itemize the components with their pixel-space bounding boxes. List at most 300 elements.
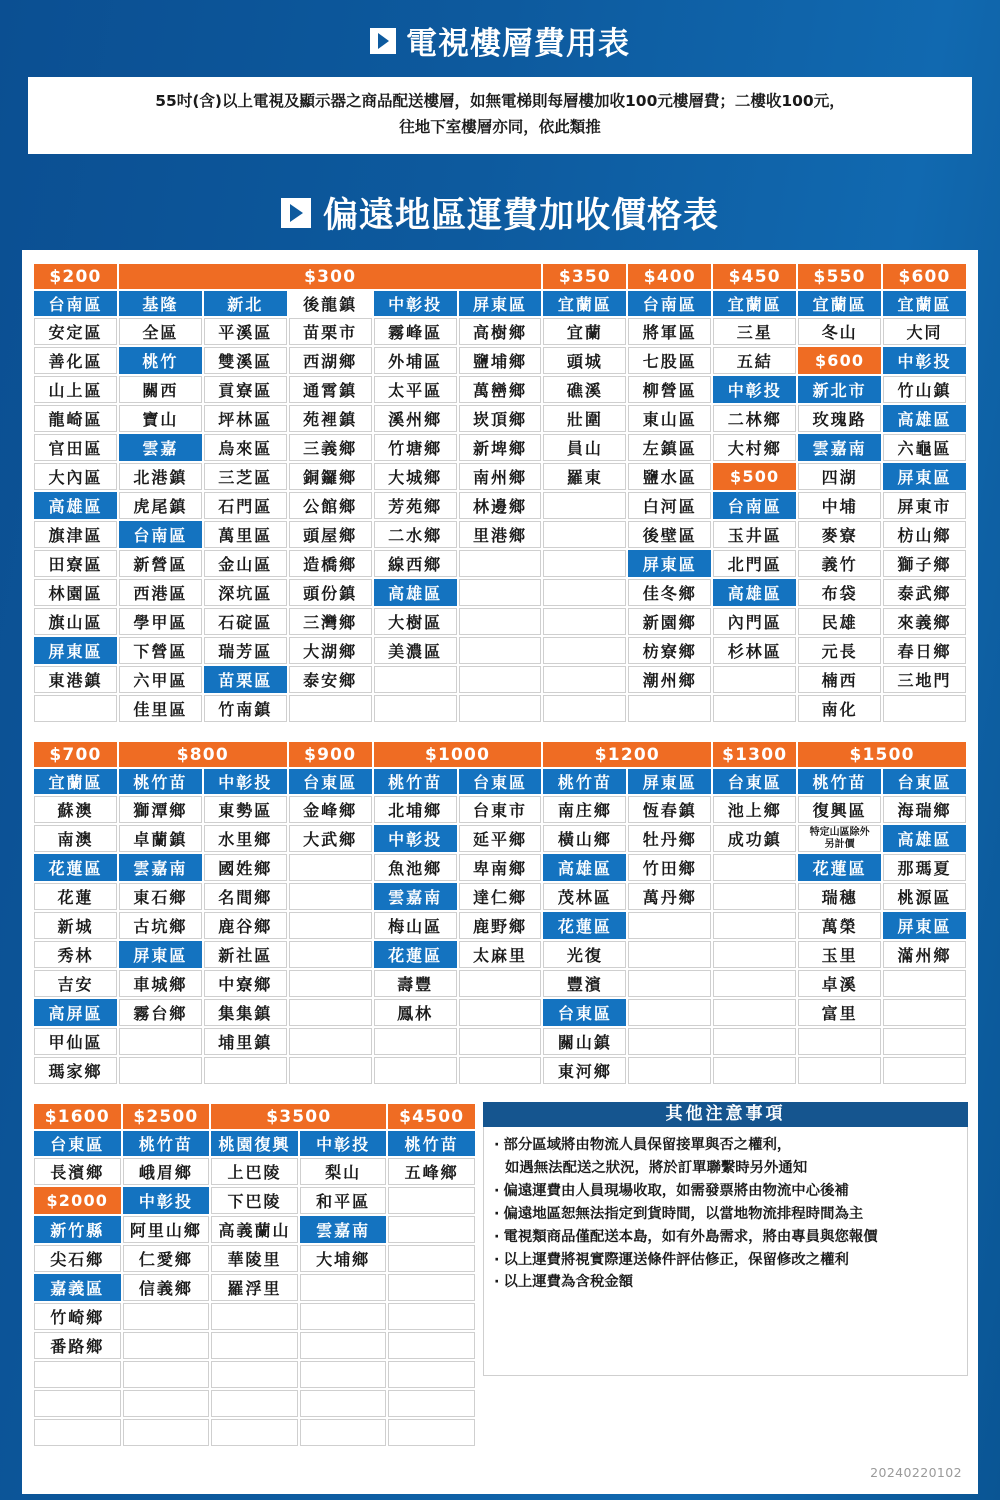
area-cell: 萬里區 <box>204 521 287 548</box>
area-cell: 苑裡鎮 <box>289 405 372 432</box>
area-cell: $600 <box>798 347 881 374</box>
area-cell: 安定區 <box>34 318 117 345</box>
area-cell: $500 <box>713 463 796 490</box>
area-cell: 羅浮里 <box>211 1274 298 1301</box>
area-cell: 大同 <box>883 318 966 345</box>
area-cell: 台東市 <box>459 796 542 823</box>
fee-table-3 <box>32 1102 477 1448</box>
note-item: · 以上運費將視實際運送條件評估修正，保留修改之權利 <box>494 1250 961 1272</box>
area-cell: 新北市 <box>798 376 881 403</box>
area-cell: 萬榮 <box>798 912 881 939</box>
area-cell: 關山鎮 <box>543 1028 626 1055</box>
area-cell: 尖石鄉 <box>34 1245 121 1272</box>
price-header-550: $550 <box>798 264 881 289</box>
area-cell: 新竹縣 <box>34 1216 121 1243</box>
area-cell: 古坑鄉 <box>119 912 202 939</box>
empty-cell <box>374 695 457 722</box>
area-cell: 西湖鄉 <box>289 347 372 374</box>
area-cell: 楠西 <box>798 666 881 693</box>
area-cell: 高雄區 <box>34 492 117 519</box>
empty-cell <box>883 1028 966 1055</box>
region-header-10: 宜蘭區 <box>883 291 966 316</box>
area-cell: 華陵里 <box>211 1245 298 1272</box>
area-cell: 枋寮鄉 <box>628 637 711 664</box>
area-cell: 元長 <box>798 637 881 664</box>
area-cell: 山上區 <box>34 376 117 403</box>
area-cell: 溪州鄉 <box>374 405 457 432</box>
area-cell: 新園鄉 <box>628 608 711 635</box>
area-cell: 三星 <box>713 318 796 345</box>
area-cell: 中彰投 <box>883 347 966 374</box>
price-header-400: $400 <box>628 264 711 289</box>
area-cell: 卑南鄉 <box>459 854 542 881</box>
region-header-2: 桃園復興 <box>211 1131 298 1156</box>
area-cell: 花蓮區 <box>34 854 117 881</box>
area-cell: 將軍區 <box>628 318 711 345</box>
area-cell: 來義鄉 <box>883 608 966 635</box>
area-cell: 鹿野鄉 <box>459 912 542 939</box>
area-cell: 石碇區 <box>204 608 287 635</box>
table-row <box>34 796 966 823</box>
area-cell: 善化區 <box>34 347 117 374</box>
table-row <box>34 405 966 432</box>
empty-cell <box>713 695 796 722</box>
area-cell: 大城鄉 <box>374 463 457 490</box>
area-cell: 池上鄉 <box>713 796 796 823</box>
area-cell: 大湖鄉 <box>289 637 372 664</box>
area-cell: 鹿谷鄉 <box>204 912 287 939</box>
empty-cell <box>289 999 372 1026</box>
area-cell: 吉安 <box>34 970 117 997</box>
area-cell: 卓溪 <box>798 970 881 997</box>
table-row <box>34 608 966 635</box>
price-header-1600: $1600 <box>34 1104 121 1129</box>
area-cell: 梅山區 <box>374 912 457 939</box>
price-header-200: $200 <box>34 264 117 289</box>
area-cell: 新城 <box>34 912 117 939</box>
empty-cell <box>119 1057 202 1084</box>
empty-cell <box>211 1390 298 1417</box>
table-row <box>34 1303 475 1330</box>
area-cell: 官田區 <box>34 434 117 461</box>
table3-and-notes-row <box>32 1102 968 1454</box>
area-cell: 中彰投 <box>713 376 796 403</box>
area-cell: 礁溪 <box>543 376 626 403</box>
table-row <box>34 550 966 577</box>
table-row <box>34 1216 475 1243</box>
area-cell: 下巴陵 <box>211 1187 298 1214</box>
notes-list <box>494 1135 961 1294</box>
area-cell: 台東區 <box>543 999 626 1026</box>
area-cell: 金峰鄉 <box>289 796 372 823</box>
area-cell: 六龜區 <box>883 434 966 461</box>
area-cell: 旗津區 <box>34 521 117 548</box>
empty-cell <box>628 941 711 968</box>
area-cell: 坪林區 <box>204 405 287 432</box>
region-header-4: 桃竹苗 <box>374 769 457 794</box>
area-cell: 佳冬鄉 <box>628 579 711 606</box>
area-cell: 富里 <box>798 999 881 1026</box>
table-row <box>34 912 966 939</box>
area-cell: 羅東 <box>543 463 626 490</box>
area-cell: 中彰投 <box>374 825 457 852</box>
note-item: · 偏遠運費由人員現場收取，如需發票將由物流中心後補 <box>494 1181 961 1203</box>
area-cell: 頭份鎮 <box>289 579 372 606</box>
region-header-4: 桃竹苗 <box>388 1131 475 1156</box>
area-cell: 太麻里 <box>459 941 542 968</box>
note-item: 如遇無法配送之狀況，將於訂單聯繫時另外通知 <box>505 1160 808 1177</box>
area-cell: 烏來區 <box>204 434 287 461</box>
area-cell: 獅子鄉 <box>883 550 966 577</box>
region-header-8: 宜蘭區 <box>713 291 796 316</box>
area-cell: 雲嘉南 <box>300 1216 387 1243</box>
empty-cell <box>388 1274 475 1301</box>
floor-fee-notice <box>28 77 972 154</box>
area-cell: 苗栗區 <box>204 666 287 693</box>
empty-cell <box>289 1057 372 1084</box>
price-header-row <box>34 1104 475 1129</box>
area-cell: 高雄區 <box>543 854 626 881</box>
area-cell: 三地門 <box>883 666 966 693</box>
area-cell: 泰武鄉 <box>883 579 966 606</box>
document-stamp: 20240220102 <box>870 1465 962 1481</box>
area-cell: 雙溪區 <box>204 347 287 374</box>
empty-cell <box>123 1303 210 1330</box>
area-cell: 高雄區 <box>374 579 457 606</box>
area-cell: 頭屋鄉 <box>289 521 372 548</box>
area-cell: 嘉義區 <box>34 1274 121 1301</box>
area-cell: 潮州鄉 <box>628 666 711 693</box>
empty-cell <box>374 1057 457 1084</box>
area-cell: 新營區 <box>119 550 202 577</box>
table-row <box>34 1361 475 1388</box>
area-cell: 玉井區 <box>713 521 796 548</box>
region-header-3: 台東區 <box>289 769 372 794</box>
table-row <box>34 695 966 722</box>
area-cell: 金山區 <box>204 550 287 577</box>
area-cell: 泰安鄉 <box>289 666 372 693</box>
area-cell: 苗栗市 <box>289 318 372 345</box>
empty-cell <box>289 941 372 968</box>
area-cell: 義竹 <box>798 550 881 577</box>
area-cell: 中彰投 <box>123 1187 210 1214</box>
area-cell: 牡丹鄉 <box>628 825 711 852</box>
area-cell: 橫山鄉 <box>543 825 626 852</box>
area-cell: 南庄鄉 <box>543 796 626 823</box>
table-row <box>34 376 966 403</box>
price-header-4500: $4500 <box>388 1104 475 1129</box>
area-cell: 瑞芳區 <box>204 637 287 664</box>
region-header-5: 台東區 <box>459 769 542 794</box>
area-cell: 復興區 <box>798 796 881 823</box>
area-cell: 萬丹鄉 <box>628 883 711 910</box>
empty-cell <box>388 1216 475 1243</box>
area-cell: 卓蘭鎮 <box>119 825 202 852</box>
area-cell: 台南區 <box>119 521 202 548</box>
empty-cell <box>211 1303 298 1330</box>
area-cell: 五峰鄉 <box>388 1158 475 1185</box>
area-cell: 北埔鄉 <box>374 796 457 823</box>
empty-cell <box>459 550 542 577</box>
area-cell: 宜蘭 <box>543 318 626 345</box>
note-item: · 偏遠地區恕無法指定到貨時間，以當地物流排程時間為主 <box>494 1204 961 1226</box>
empty-cell <box>123 1419 210 1446</box>
area-cell: 三義鄉 <box>289 434 372 461</box>
empty-cell <box>713 854 796 881</box>
empty-cell <box>713 970 796 997</box>
area-cell: 後壁區 <box>628 521 711 548</box>
fee-table-2 <box>32 740 968 1086</box>
area-cell: 佳里區 <box>119 695 202 722</box>
region-header-8: 台東區 <box>713 769 796 794</box>
empty-cell <box>388 1303 475 1330</box>
price-header-row <box>34 742 966 767</box>
area-cell: 光復 <box>543 941 626 968</box>
empty-cell <box>459 999 542 1026</box>
empty-cell <box>211 1332 298 1359</box>
area-cell: 白河區 <box>628 492 711 519</box>
region-header-2: 新北 <box>204 291 287 316</box>
area-cell: 集集鎮 <box>204 999 287 1026</box>
table-row <box>34 579 966 606</box>
area-cell: 外埔區 <box>374 347 457 374</box>
table-row <box>34 854 966 881</box>
fee-table-1 <box>32 262 968 724</box>
area-cell: 二水鄉 <box>374 521 457 548</box>
area-cell: 壽豐 <box>374 970 457 997</box>
empty-cell <box>459 637 542 664</box>
area-cell: 下營區 <box>119 637 202 664</box>
empty-cell <box>300 1332 387 1359</box>
area-cell: 頭城 <box>543 347 626 374</box>
note-item: · 部分區域將由物流人員保留接單與否之權利， <box>494 1135 961 1157</box>
area-cell: 茂林區 <box>543 883 626 910</box>
area-cell: 全區 <box>119 318 202 345</box>
area-cell: 公館鄉 <box>289 492 372 519</box>
price-header-900: $900 <box>289 742 372 767</box>
area-cell: 魚池鄉 <box>374 854 457 881</box>
area-cell: 春日鄉 <box>883 637 966 664</box>
empty-cell <box>628 1057 711 1084</box>
area-cell: 大村鄉 <box>713 434 796 461</box>
empty-cell <box>388 1361 475 1388</box>
empty-cell <box>459 970 542 997</box>
table-row <box>34 1274 475 1301</box>
empty-cell <box>34 695 117 722</box>
area-cell: 桃竹 <box>119 347 202 374</box>
area-cell: 屏東區 <box>119 941 202 968</box>
region-header-5: 屏東區 <box>459 291 542 316</box>
area-cell: 高雄區 <box>713 579 796 606</box>
empty-cell <box>289 970 372 997</box>
area-cell: 冬山 <box>798 318 881 345</box>
empty-cell <box>713 912 796 939</box>
area-cell: 屏東區 <box>883 912 966 939</box>
area-cell: 深坑區 <box>204 579 287 606</box>
area-cell: 屏東市 <box>883 492 966 519</box>
price-header-3500: $3500 <box>211 1104 386 1129</box>
empty-cell <box>374 1028 457 1055</box>
area-cell: 太平區 <box>374 376 457 403</box>
area-cell: 豐濱 <box>543 970 626 997</box>
area-cell: 台南區 <box>713 492 796 519</box>
empty-cell <box>543 608 626 635</box>
empty-cell <box>204 1057 287 1084</box>
table-row <box>34 1390 475 1417</box>
area-cell: 虎尾鎮 <box>119 492 202 519</box>
table-row <box>34 1332 475 1359</box>
region-header-row <box>34 769 966 794</box>
area-cell: 車城鄉 <box>119 970 202 997</box>
table-row <box>34 318 966 345</box>
empty-cell <box>713 999 796 1026</box>
area-cell: 竹塘鄉 <box>374 434 457 461</box>
empty-cell <box>388 1419 475 1446</box>
area-cell: 達仁鄉 <box>459 883 542 910</box>
area-cell: 通霄鎮 <box>289 376 372 403</box>
region-header-6: 宜蘭區 <box>543 291 626 316</box>
empty-cell <box>628 912 711 939</box>
area-cell: 獅潭鄉 <box>119 796 202 823</box>
table-row <box>34 1057 966 1084</box>
table-row <box>34 883 966 910</box>
area-cell: 二林鄉 <box>713 405 796 432</box>
area-cell: 布袋 <box>798 579 881 606</box>
region-header-1: 桃竹苗 <box>123 1131 210 1156</box>
area-cell: 那瑪夏 <box>883 854 966 881</box>
area-cell: 造橋鄉 <box>289 550 372 577</box>
area-cell: 上巴陵 <box>211 1158 298 1185</box>
empty-cell <box>543 550 626 577</box>
region-header-2: 中彰投 <box>204 769 287 794</box>
empty-cell <box>388 1245 475 1272</box>
price-header-600: $600 <box>883 264 966 289</box>
area-cell: 芳苑鄉 <box>374 492 457 519</box>
main-title-text: 電視樓層費用表 <box>406 26 630 62</box>
fee-tables-panel <box>22 250 978 1494</box>
area-cell: 大武鄉 <box>289 825 372 852</box>
region-header-1: 桃竹苗 <box>119 769 202 794</box>
empty-cell <box>289 1028 372 1055</box>
empty-cell <box>123 1332 210 1359</box>
region-header-4: 中彰投 <box>374 291 457 316</box>
area-cell: 新社區 <box>204 941 287 968</box>
area-cell: 名間鄉 <box>204 883 287 910</box>
area-cell: 大內區 <box>34 463 117 490</box>
price-header-1200: $1200 <box>543 742 711 767</box>
empty-cell <box>543 695 626 722</box>
area-cell: 高雄區 <box>883 405 966 432</box>
area-cell: 壯圍 <box>543 405 626 432</box>
region-header-9: 桃竹苗 <box>798 769 881 794</box>
area-cell: 和平區 <box>300 1187 387 1214</box>
area-cell: 南化 <box>798 695 881 722</box>
area-cell: 貢寮區 <box>204 376 287 403</box>
area-cell: 柳營區 <box>628 376 711 403</box>
area-cell: 林園區 <box>34 579 117 606</box>
price-header-row <box>34 264 966 289</box>
table-row <box>34 1187 475 1214</box>
area-cell: 麥寮 <box>798 521 881 548</box>
area-cell: 五結 <box>713 347 796 374</box>
area-cell: 桃源區 <box>883 883 966 910</box>
region-header-0: 宜蘭區 <box>34 769 117 794</box>
area-cell: 滿州鄉 <box>883 941 966 968</box>
table-row <box>34 666 966 693</box>
area-cell: 中埔 <box>798 492 881 519</box>
empty-cell <box>798 1057 881 1084</box>
area-cell: 東山區 <box>628 405 711 432</box>
empty-cell <box>628 1028 711 1055</box>
area-cell: 北門區 <box>713 550 796 577</box>
area-cell: 東港鎮 <box>34 666 117 693</box>
area-cell: 海瑞鄉 <box>883 796 966 823</box>
notice-line-1: 55吋(含)以上電視及顯示器之商品配送樓層，如無電梯則每層樓加收100元樓層費；二樓收100元， <box>155 92 845 110</box>
area-cell: 鹽水區 <box>628 463 711 490</box>
note-item: · 以上運費為含稅金額 <box>494 1272 961 1294</box>
empty-cell <box>628 999 711 1026</box>
area-cell: 屏東區 <box>628 550 711 577</box>
area-cell: 線西鄉 <box>374 550 457 577</box>
area-cell: 水里鄉 <box>204 825 287 852</box>
area-cell: 平溪區 <box>204 318 287 345</box>
area-cell: 鳳林 <box>374 999 457 1026</box>
price-header-350: $350 <box>543 264 626 289</box>
area-cell: 龍崎區 <box>34 405 117 432</box>
note-item: · 電視類商品僅配送本島，如有外島需求，將由專員與您報價 <box>494 1227 961 1249</box>
area-cell: 仁愛鄉 <box>123 1245 210 1272</box>
secondary-title-text: 偏遠地區運費加收價格表 <box>322 196 719 237</box>
empty-cell <box>628 695 711 722</box>
area-cell: 霧峰區 <box>374 318 457 345</box>
area-cell: 玫瑰路 <box>798 405 881 432</box>
region-header-row <box>34 1131 475 1156</box>
table-row <box>34 970 966 997</box>
price-header-700: $700 <box>34 742 117 767</box>
empty-cell <box>211 1419 298 1446</box>
empty-cell <box>883 970 966 997</box>
price-header-800: $800 <box>119 742 287 767</box>
area-cell: 屏東區 <box>34 637 117 664</box>
empty-cell <box>34 1419 121 1446</box>
region-header-3: 中彰投 <box>300 1131 387 1156</box>
table-row <box>34 1419 475 1446</box>
empty-cell <box>374 666 457 693</box>
area-cell: 雲嘉 <box>119 434 202 461</box>
area-cell: 員山 <box>543 434 626 461</box>
empty-cell <box>459 579 542 606</box>
area-cell: 萬巒鄉 <box>459 376 542 403</box>
empty-cell <box>300 1303 387 1330</box>
area-cell: 新埤鄉 <box>459 434 542 461</box>
empty-cell <box>289 854 372 881</box>
empty-cell <box>123 1361 210 1388</box>
table-row <box>34 347 966 374</box>
price-header-2500: $2500 <box>123 1104 210 1129</box>
empty-cell <box>543 579 626 606</box>
empty-cell <box>388 1390 475 1417</box>
area-cell: 成功鎮 <box>713 825 796 852</box>
notes-title: 其他注意事項 <box>483 1102 968 1127</box>
table-row <box>34 463 966 490</box>
area-cell: 學甲區 <box>119 608 202 635</box>
empty-cell <box>543 492 626 519</box>
area-cell: 國姓鄉 <box>204 854 287 881</box>
play-triangle-icon-2 <box>281 198 311 228</box>
area-cell: 杉林區 <box>713 637 796 664</box>
area-cell: 左鎮區 <box>628 434 711 461</box>
empty-cell <box>123 1390 210 1417</box>
